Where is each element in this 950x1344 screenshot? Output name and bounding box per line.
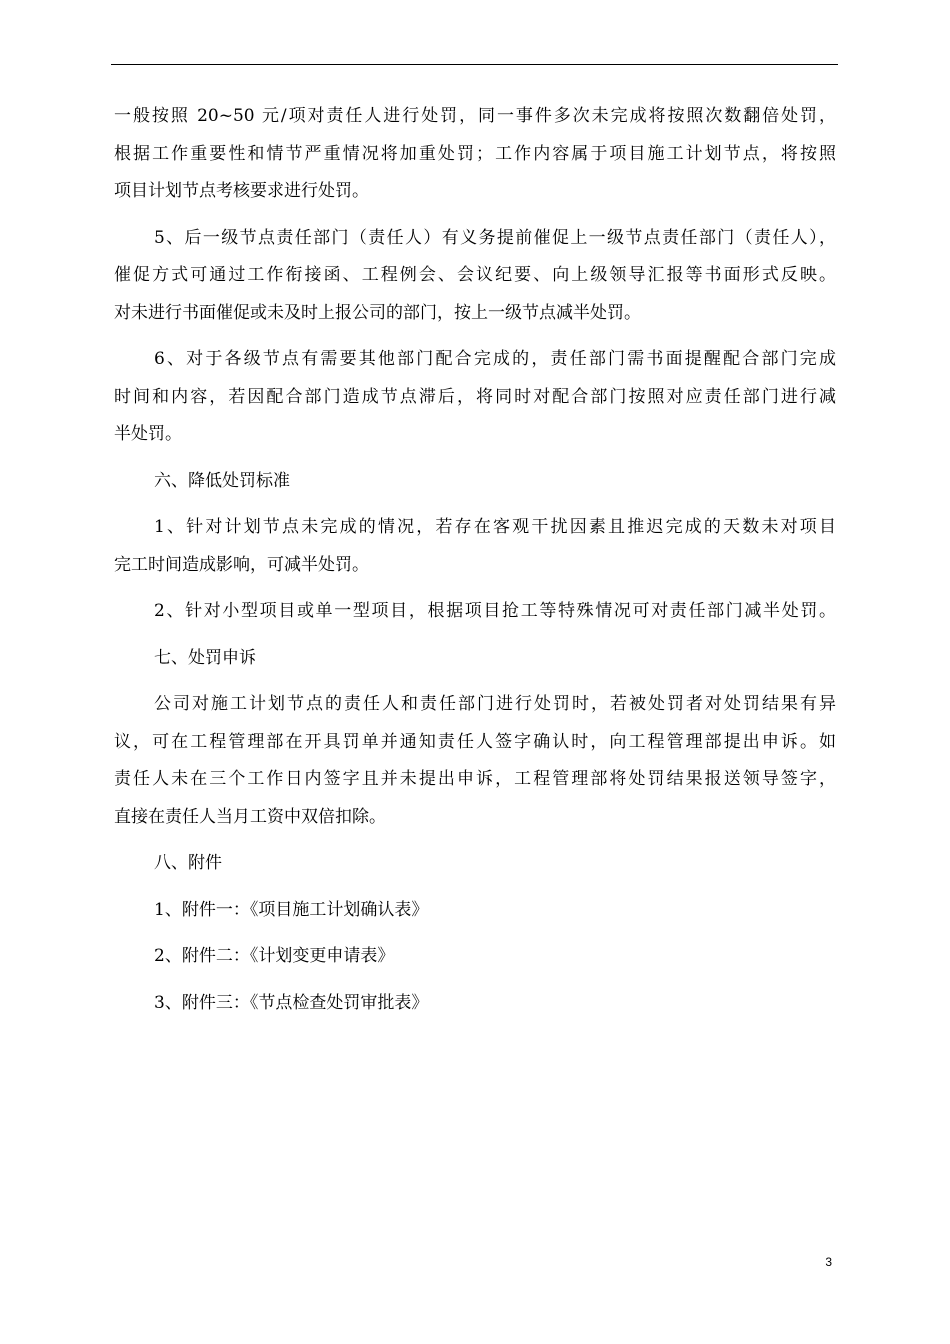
body-line: 议，可在工程管理部在开具罚单并通知责任人签字确认时，向工程管理部提出申诉。如 bbox=[114, 731, 836, 752]
body-line: 责任人未在三个工作日内签字且并未提出申诉，工程管理部将处罚结果报送领导签字， bbox=[114, 769, 836, 789]
page-number: 3 bbox=[825, 1255, 832, 1269]
body-line: 一般按照 20~50 元/项对责任人进行处罚，同一事件多次未完成将按照次数翻倍处罚， bbox=[114, 106, 836, 126]
attachment-item: 3、附件三：《节点检查处罚审批表》 bbox=[154, 992, 429, 1013]
body-line: 公司对施工计划节点的责任人和责任部门进行处罚时，若被处罚者对处罚结果有异 bbox=[154, 694, 836, 714]
attachment-item: 2、附件二：《计划变更申请表》 bbox=[154, 946, 395, 966]
body-line: 半处罚。 bbox=[114, 424, 182, 444]
body-line: 直接在责任人当月工资中双倍扣除。 bbox=[114, 806, 386, 827]
body-line: 对未进行书面催促或未及时上报公司的部门，按上一级节点减半处罚。 bbox=[114, 302, 641, 323]
header-rule bbox=[111, 64, 838, 65]
document-body bbox=[114, 98, 836, 1022]
body-line: 2、针对小型项目或单一型项目，根据项目抢工等特殊情况可对责任部门减半处罚。 bbox=[154, 601, 836, 621]
body-line: 根据工作重要性和情节严重情况将加重处罚；工作内容属于项目施工计划节点，将按照 bbox=[114, 143, 836, 164]
body-line: 1、针对计划节点未完成的情况，若存在客观干扰因素且推迟完成的天数未对项目 bbox=[154, 517, 836, 537]
body-line: 催促方式可通过工作衔接函、工程例会、会议纪要、向上级领导汇报等书面形式反映。 bbox=[114, 265, 836, 285]
body-line: 6、对于各级节点有需要其他部门配合完成的，责任部门需书面提醒配合部门完成 bbox=[154, 349, 836, 369]
section-heading: 八、附件 bbox=[154, 853, 222, 873]
body-line: 时间和内容，若因配合部门造成节点滞后，将同时对配合部门按照对应责任部门进行减 bbox=[114, 386, 836, 407]
attachment-item: 1、附件一：《项目施工计划确认表》 bbox=[154, 899, 429, 920]
section-heading: 七、处罚申诉 bbox=[154, 647, 256, 668]
section-heading: 六、降低处罚标准 bbox=[154, 470, 290, 491]
body-line: 项目计划节点考核要求进行处罚。 bbox=[114, 181, 369, 201]
body-line: 5、后一级节点责任部门（责任人）有义务提前催促上一级节点责任部门（责任人）， bbox=[154, 227, 836, 248]
body-line: 完工时间造成影响，可减半处罚。 bbox=[114, 554, 369, 575]
